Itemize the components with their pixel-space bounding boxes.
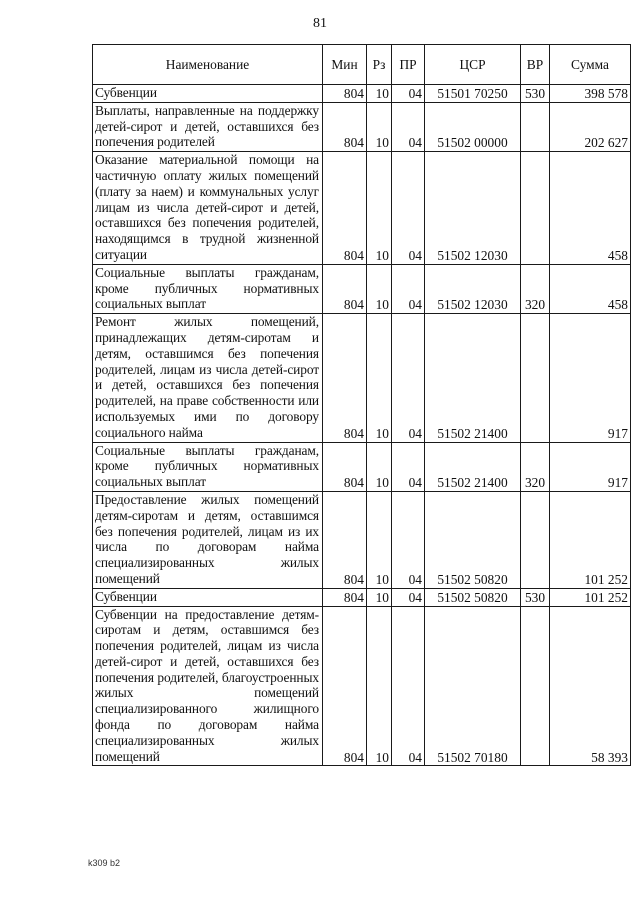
cell-vr [521, 152, 550, 265]
cell-min: 804 [323, 264, 367, 313]
header-csr: ЦСР [425, 45, 521, 85]
cell-csr: 51502 70180 [425, 606, 521, 766]
cell-vr [521, 102, 550, 151]
cell-pr: 04 [392, 491, 425, 588]
cell-csr: 51502 00000 [425, 102, 521, 151]
cell-name: Выплаты, направленные на поддержку детей-сирот и детей, оставшихся без попечения родителей [93, 102, 323, 151]
cell-pr: 04 [392, 314, 425, 442]
cell-sum: 917 [550, 442, 631, 491]
budget-table [92, 44, 631, 766]
cell-pr: 04 [392, 102, 425, 151]
cell-vr: 530 [521, 588, 550, 606]
footer-code: k309 b2 [88, 858, 121, 868]
cell-vr [521, 606, 550, 766]
cell-pr: 04 [392, 588, 425, 606]
table-header-row [93, 45, 631, 85]
cell-min: 804 [323, 442, 367, 491]
header-name: Наименование [93, 45, 323, 85]
cell-name: Ремонт жилых помещений, принадлежащих детям-сиротам и детям, оставшимся без попечения родителей, лицам из числа детей-сирот и детей, оставшихся без попечения родителей, на праве собственности или используемых ими по договору социального найма [93, 314, 323, 442]
cell-sum: 398 578 [550, 85, 631, 103]
header-rz: Рз [367, 45, 392, 85]
cell-pr: 04 [392, 85, 425, 103]
cell-min: 804 [323, 606, 367, 766]
cell-csr: 51502 50820 [425, 588, 521, 606]
cell-rz: 10 [367, 102, 392, 151]
cell-name: Оказание материальной помощи на частичную оплату жилых помещений (плату за наем) и коммунальных услуг лицам из числа детей-сирот и детей, оставшихся без попечения родителей, находящимся в трудной жизненной ситуации [93, 152, 323, 265]
cell-min: 804 [323, 102, 367, 151]
cell-name: Социальные выплаты гражданам, кроме публичных нормативных социальных выплат [93, 442, 323, 491]
table-row [93, 314, 631, 442]
cell-vr [521, 314, 550, 442]
cell-sum: 917 [550, 314, 631, 442]
cell-sum: 101 252 [550, 491, 631, 588]
header-vr: ВР [521, 45, 550, 85]
cell-name: Субвенции [93, 85, 323, 103]
header-min: Мин [323, 45, 367, 85]
cell-rz: 10 [367, 85, 392, 103]
cell-rz: 10 [367, 606, 392, 766]
cell-rz: 10 [367, 588, 392, 606]
cell-vr: 320 [521, 442, 550, 491]
table-row [93, 264, 631, 313]
cell-rz: 10 [367, 442, 392, 491]
header-pr: ПР [392, 45, 425, 85]
cell-sum: 458 [550, 264, 631, 313]
table-row [93, 152, 631, 265]
cell-name: Социальные выплаты гражданам, кроме публичных нормативных социальных выплат [93, 264, 323, 313]
table-row [93, 442, 631, 491]
cell-vr [521, 491, 550, 588]
cell-name: Субвенции [93, 588, 323, 606]
table-row [93, 85, 631, 103]
table-row [93, 102, 631, 151]
cell-name: Предоставление жилых помещений детям-сиротам и детям, оставшимся без попечения родителей, лицам из их числа по договорам найма специализированных жилых помещений [93, 491, 323, 588]
cell-min: 804 [323, 152, 367, 265]
cell-vr: 320 [521, 264, 550, 313]
cell-sum: 101 252 [550, 588, 631, 606]
cell-pr: 04 [392, 152, 425, 265]
cell-min: 804 [323, 85, 367, 103]
cell-rz: 10 [367, 314, 392, 442]
cell-min: 804 [323, 491, 367, 588]
cell-rz: 10 [367, 264, 392, 313]
cell-sum: 202 627 [550, 102, 631, 151]
cell-sum: 58 393 [550, 606, 631, 766]
cell-csr: 51502 12030 [425, 152, 521, 265]
header-sum: Сумма [550, 45, 631, 85]
table-row [93, 491, 631, 588]
table-row [93, 588, 631, 606]
cell-csr: 51502 50820 [425, 491, 521, 588]
cell-sum: 458 [550, 152, 631, 265]
cell-min: 804 [323, 314, 367, 442]
page-number: 81 [313, 16, 327, 31]
cell-min: 804 [323, 588, 367, 606]
cell-name: Субвенции на предоставление детям-сиротам и детям, оставшимся без попечения родителей, лицам из числа детей-сирот и детей, оставшихся без попечения родителей, благоустроенных жилых помещений специализированного жилищного фонда по договорам найма специализированных жилых помещений [93, 606, 323, 766]
cell-csr: 51502 21400 [425, 442, 521, 491]
cell-csr: 51502 12030 [425, 264, 521, 313]
cell-pr: 04 [392, 606, 425, 766]
table-row [93, 606, 631, 766]
cell-csr: 51502 21400 [425, 314, 521, 442]
cell-pr: 04 [392, 442, 425, 491]
cell-rz: 10 [367, 152, 392, 265]
cell-rz: 10 [367, 491, 392, 588]
cell-csr: 51501 70250 [425, 85, 521, 103]
cell-vr: 530 [521, 85, 550, 103]
cell-pr: 04 [392, 264, 425, 313]
